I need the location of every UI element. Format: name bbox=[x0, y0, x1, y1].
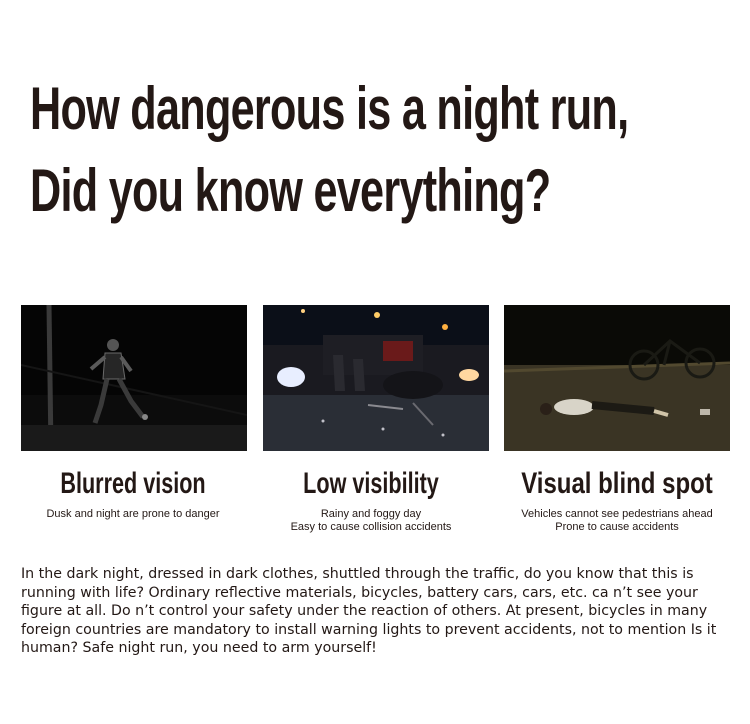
caption-title: Blurred vision bbox=[60, 467, 206, 500]
caption-subtitle: Prone to cause accidents bbox=[555, 521, 679, 533]
caption-blurred-vision bbox=[13, 462, 253, 521]
caption-low-visibility bbox=[251, 462, 491, 534]
night-runner-photo bbox=[21, 305, 247, 451]
night-traffic-photo bbox=[263, 305, 489, 451]
night-traffic-illustration bbox=[263, 305, 489, 451]
night-runner-illustration bbox=[21, 305, 247, 451]
accident-scene-photo bbox=[504, 305, 730, 451]
caption-title: Low visibility bbox=[303, 467, 439, 500]
headline-line-1: How dangerous is a night run, bbox=[30, 75, 629, 142]
caption-subtitle: Dusk and night are prone to danger bbox=[46, 508, 220, 520]
headline-line-2: Did you know everything? bbox=[30, 157, 551, 224]
caption-subtitle: Vehicles cannot see pedestrians ahead bbox=[521, 508, 713, 520]
body-paragraph: In the dark night, dressed in dark clothes, shuttled through the traffic, do you know that this is running with life? Ordinary reflective materials, bicycles, battery cars, cars, etc. ca n’t see your figure at all. Do n’t control your safety under the reaction of others. At present, bicycles in many foreign countries are mandatory to install warning lights to prevent accidents, not to mention Is it human? Safe night run, you need to arm yourself! bbox=[21, 566, 717, 656]
caption-title: Visual blind spot bbox=[521, 467, 713, 500]
caption-visual-blind-spot bbox=[497, 462, 737, 534]
caption-subtitle: Easy to cause collision accidents bbox=[290, 521, 452, 533]
page-headline bbox=[30, 68, 629, 232]
caption-subtitle: Rainy and foggy day bbox=[320, 508, 422, 520]
accident-scene-illustration bbox=[504, 305, 730, 451]
